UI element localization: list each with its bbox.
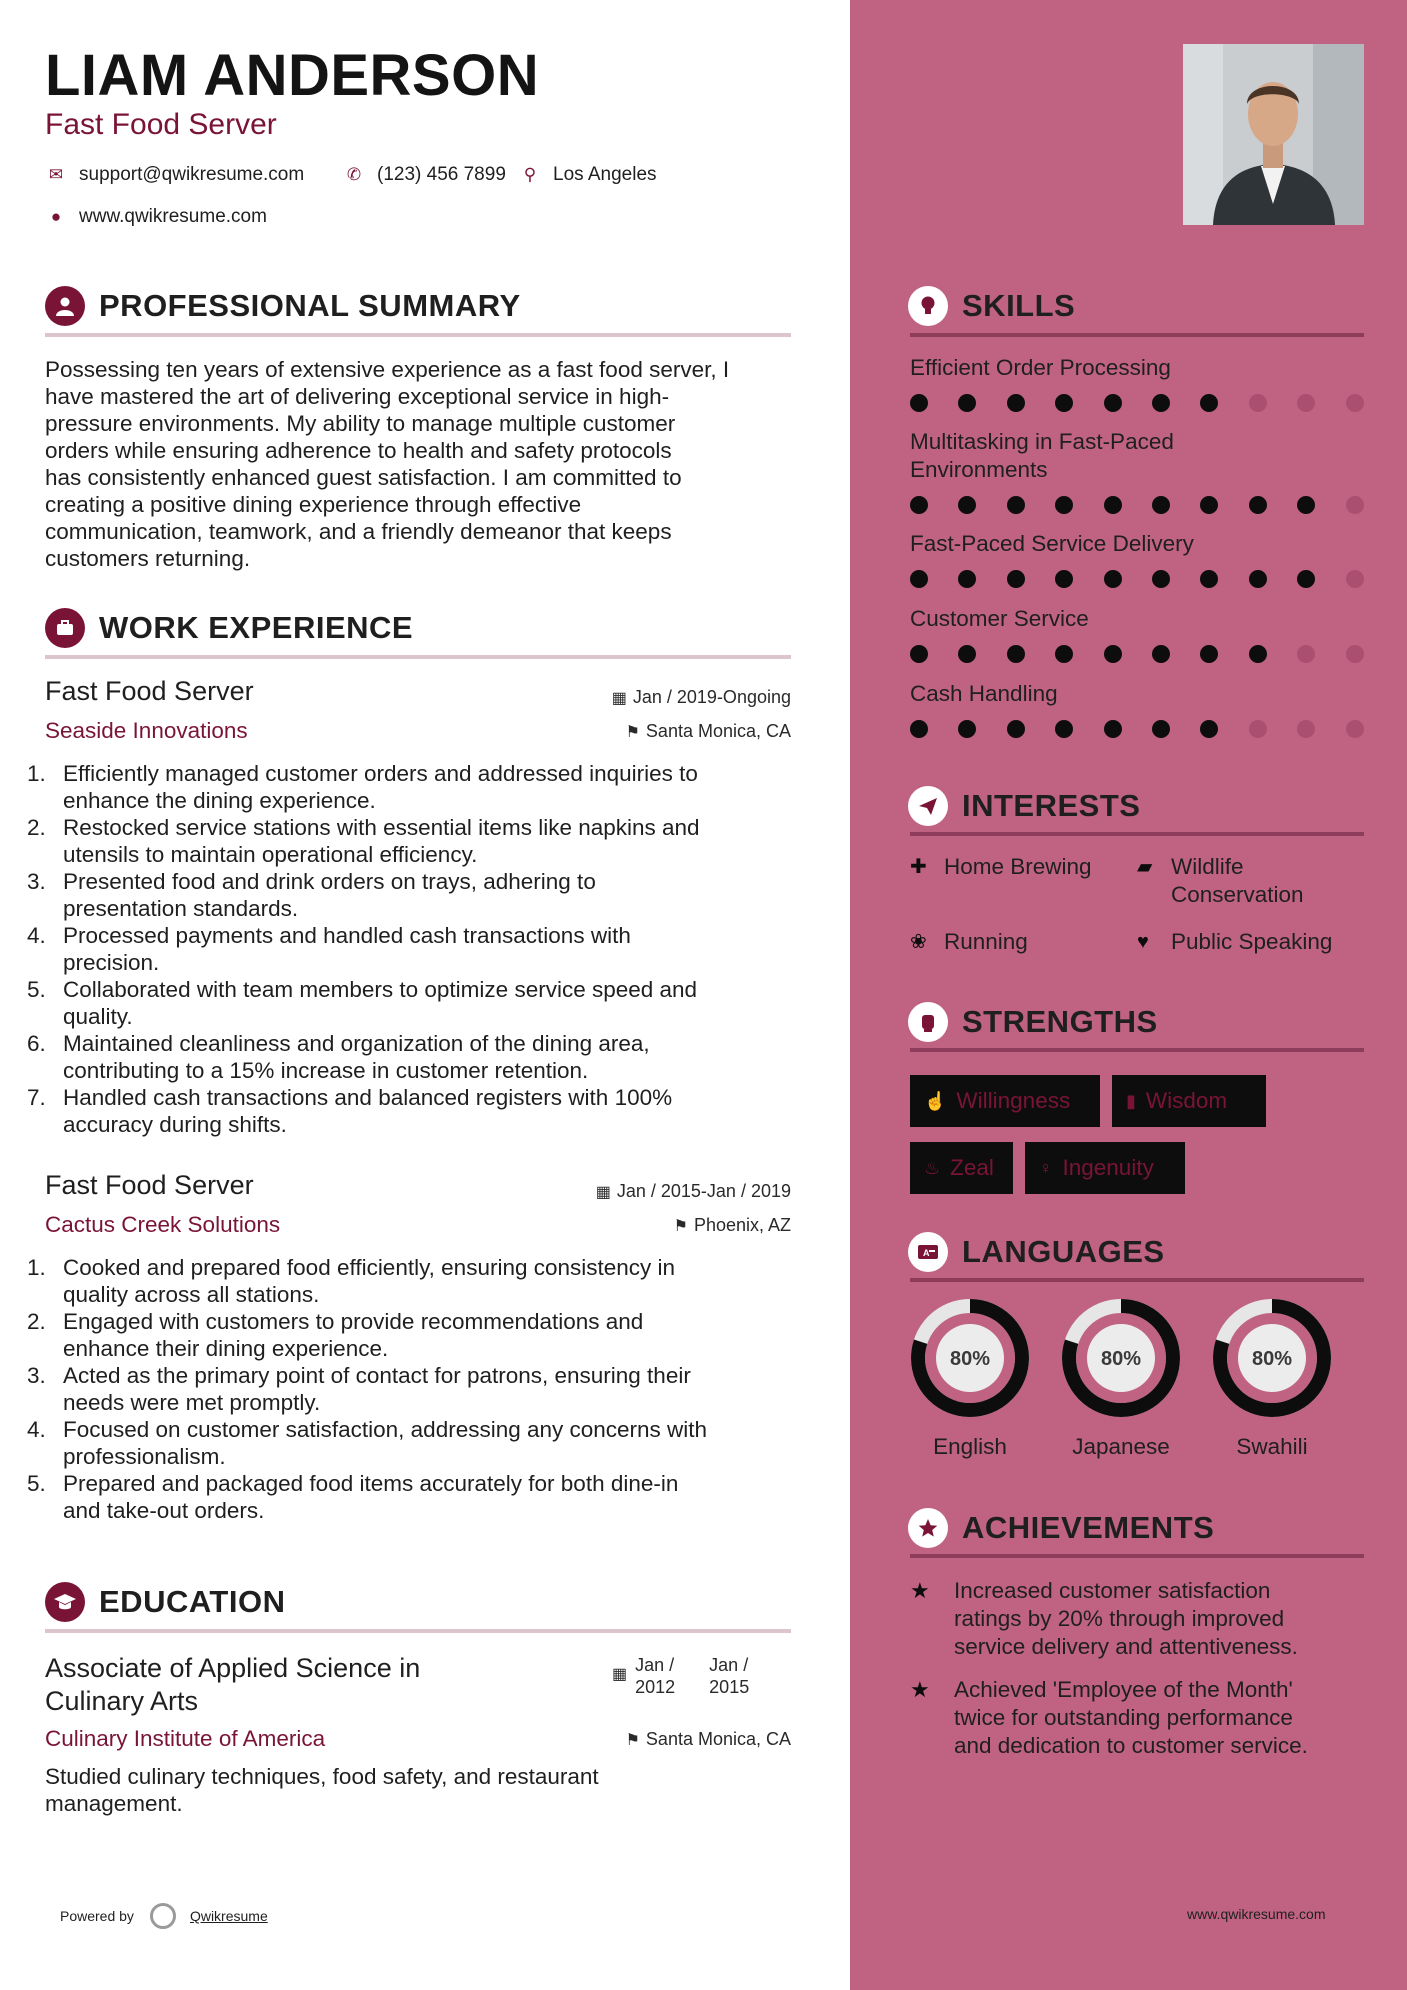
education-title: EDUCATION (99, 1584, 286, 1619)
rating-dot-filled (1249, 645, 1267, 663)
achievements-title: ACHIEVEMENTS (962, 1510, 1215, 1545)
paw-icon: ❀ (910, 931, 927, 953)
interest-item: ❀ Running (910, 929, 1028, 954)
fist-icon (908, 1002, 948, 1042)
interests-divider (910, 832, 1364, 836)
pin-icon: ⚑ (625, 724, 640, 741)
school-name: Culinary Institute of America (45, 1726, 326, 1751)
skills-divider (910, 333, 1364, 337)
rating-dot-filled (1249, 570, 1267, 588)
interest-item: ✚ Home Brewing (910, 854, 1092, 879)
education-start: Jan / 2012 (635, 1655, 676, 1697)
experience-heading (45, 608, 413, 648)
list-item: 6. Maintained cleanliness and organization of the dining area, contributing to a 15% increase in customer retention. (27, 1031, 650, 1083)
job-dates-text: Jan / 2019-Ongoing (632, 687, 791, 707)
book-icon: ▮ (1126, 1090, 1136, 1111)
achievements-divider (910, 1554, 1364, 1558)
profile-photo (1183, 44, 1364, 225)
summary-line: creating a positive dining experience through effective (45, 492, 582, 517)
strengths-heading (908, 1002, 1158, 1042)
skill-label: Multitasking in Fast-Paced Environments (910, 429, 1174, 482)
job-dates-text: Jan / 2015-Jan / 2019 (616, 1181, 791, 1201)
user-icon (45, 286, 85, 326)
rating-dot-filled (1104, 645, 1122, 663)
job-dates (540, 1181, 791, 1202)
skill-label: Fast-Paced Service Delivery (910, 531, 1194, 556)
achievements-heading (908, 1508, 1214, 1548)
calendar-icon: ▦ (612, 1666, 628, 1683)
rating-dot-filled (958, 645, 976, 663)
interest-item: ▰ Wildlife Conservation (1137, 854, 1304, 907)
phone-icon: ✆ (346, 165, 362, 184)
footer-website[interactable]: www.qwikresume.com (1187, 1906, 1326, 1922)
rating-dot-filled (910, 645, 928, 663)
languages-title: LANGUAGES (962, 1234, 1165, 1269)
rating-dot-filled (1297, 570, 1315, 588)
rating-dot-filled (1007, 645, 1025, 663)
job-company: Cactus Creek Solutions (45, 1212, 281, 1237)
list-item: 4. Processed payments and handled cash transactions with precision. (27, 923, 631, 975)
rating-dot-empty (1297, 645, 1315, 663)
skill-rating (910, 570, 1394, 588)
envelope-icon: ✉ (48, 165, 64, 184)
job-title: Fast Food Server (45, 676, 254, 706)
rating-dot-filled (1152, 394, 1170, 412)
summary-heading (45, 286, 521, 326)
skill-rating (910, 394, 1394, 412)
globe-icon: ● (50, 207, 62, 226)
phone-contact (343, 164, 506, 186)
education-dates (612, 1654, 749, 1698)
rating-dot-filled (1055, 570, 1073, 588)
education-heading (45, 1582, 285, 1622)
skill-label: Efficient Order Processing (910, 355, 1171, 380)
degree-line: Associate of Applied Science in (45, 1653, 421, 1683)
rating-dot-filled (1055, 645, 1073, 663)
rating-dot-filled (1104, 570, 1122, 588)
rating-dot-filled (1055, 394, 1073, 412)
achievement-item: ★ Increased customer satisfaction ratings by 20% through improved service delivery and attentiveness. (910, 1578, 1298, 1659)
email-contact[interactable] (45, 164, 304, 186)
briefcase-icon (45, 608, 85, 648)
skills-heading (908, 286, 1075, 326)
job-location (560, 1215, 791, 1236)
interest-item: ♥ Public Speaking (1137, 929, 1333, 954)
skill-label: Cash Handling (910, 681, 1058, 706)
fire-icon: ♨ (924, 1157, 941, 1178)
list-item: 1. Efficiently managed customer orders and addressed inquiries to enhance the dining experience. (27, 761, 698, 813)
rating-dot-empty (1297, 394, 1315, 412)
phone-text: (123) 456 7899 (377, 164, 506, 185)
rating-dot-filled (958, 570, 976, 588)
puzzle-icon: ✚ (910, 856, 927, 878)
summary-line: pressure environments. My ability to manage multiple customer (45, 411, 676, 436)
website-contact[interactable] (45, 206, 267, 228)
rating-dot-filled (1104, 496, 1122, 514)
donut-percent-label: 80% (1251, 1348, 1293, 1370)
list-item: 5. Prepared and packaged food items accurately for both dine-in and take-out orders. (27, 1471, 679, 1523)
skill-rating (910, 645, 1394, 663)
summary-title: PROFESSIONAL SUMMARY (99, 288, 521, 323)
rating-dot-filled (910, 394, 928, 412)
summary-line: communication, teamwork, and a friendly demeanor that keeps (45, 519, 672, 544)
experience-title: WORK EXPERIENCE (99, 610, 414, 645)
donut-percent-label: 80% (949, 1348, 991, 1370)
lightbulb-icon: ♀ (1039, 1157, 1053, 1178)
rating-dot-filled (1055, 720, 1073, 738)
rating-dot-empty (1346, 645, 1364, 663)
language-name: Japanese (1072, 1434, 1170, 1459)
rating-dot-filled (1104, 720, 1122, 738)
skills-title: SKILLS (962, 288, 1076, 323)
candidate-name: LIAM ANDERSON (45, 43, 540, 108)
summary-line: Possessing ten years of extensive experience as a fast food server, I (45, 357, 730, 382)
rating-dot-filled (1200, 570, 1218, 588)
rating-dot-filled (1200, 645, 1218, 663)
strengths-divider (910, 1048, 1364, 1052)
language-icon (908, 1232, 948, 1272)
star-icon (908, 1508, 948, 1548)
interests-heading (908, 786, 1140, 826)
graduation-cap-icon (45, 1582, 85, 1622)
languages-heading (908, 1232, 1165, 1272)
language-name: English (933, 1434, 1007, 1459)
pin-icon: ⚑ (673, 1218, 688, 1235)
rating-dot-filled (910, 570, 928, 588)
summary-line: customers returning. (45, 546, 251, 571)
rating-dot-filled (958, 394, 976, 412)
list-item: 2. Engaged with customers to provide recommendations and enhance their dining experience. (27, 1309, 644, 1361)
rating-dot-empty (1346, 496, 1364, 514)
job-dates (560, 687, 791, 708)
powered-by-text: Powered by (60, 1908, 134, 1924)
summary-text (45, 356, 805, 572)
education-location-text: Santa Monica, CA (645, 1729, 791, 1749)
location-text: Los Angeles (553, 164, 657, 185)
interests-title: INTERESTS (962, 788, 1141, 823)
rating-dot-filled (1152, 645, 1170, 663)
job-title: Fast Food Server (45, 1170, 254, 1200)
job-company: Seaside Innovations (45, 718, 248, 743)
strength-tag: ♀ Ingenuity (1025, 1142, 1185, 1194)
powered-by (60, 1903, 268, 1929)
education-divider (45, 1629, 791, 1633)
rating-dot-filled (1297, 496, 1315, 514)
location-contact (519, 164, 657, 186)
summary-line: have mastered the art of delivering exceptional service in high- (45, 384, 670, 409)
language-name: Swahili (1236, 1434, 1308, 1459)
degree-line: Culinary Arts (45, 1686, 199, 1716)
rating-dot-empty (1346, 394, 1364, 412)
rating-dot-filled (1152, 720, 1170, 738)
rating-dot-filled (1007, 496, 1025, 514)
heartbeat-icon: ♥ (1137, 931, 1149, 953)
list-item: 5. Collaborated with team members to optimize service speed and quality. (27, 977, 698, 1029)
job-location-text: Phoenix, AZ (693, 1215, 791, 1235)
language-donut (1212, 1298, 1332, 1418)
rating-dot-filled (910, 496, 928, 514)
job-location (560, 721, 791, 742)
strengths-title: STRENGTHS (962, 1004, 1158, 1039)
rating-dot-empty (1346, 720, 1364, 738)
calendar-icon: ▦ (611, 690, 627, 707)
qwikresume-logo-icon (150, 1903, 176, 1929)
strength-tag: ▮ Wisdom (1112, 1075, 1266, 1127)
calendar-icon: ▦ (595, 1184, 611, 1201)
candidate-role: Fast Food Server (45, 108, 277, 141)
qwikresume-link[interactable]: Qwikresume (189, 1908, 268, 1924)
rating-dot-filled (1152, 496, 1170, 514)
skill-label: Customer Service (910, 606, 1089, 631)
education-description: Studied culinary techniques, food safety, and restaurant management. (45, 1764, 599, 1816)
donut-percent-label: 80% (1100, 1348, 1142, 1370)
education-end: Jan / 2015 (709, 1655, 750, 1697)
list-item: 2. Restocked service stations with essential items like napkins and utensils to maintain operational efficiency. (27, 815, 700, 867)
education-location (560, 1729, 791, 1750)
job-duties (27, 760, 815, 1138)
list-item: 3. Presented food and drink orders on trays, adhering to presentation standards. (27, 869, 596, 921)
email-text: support@qwikresume.com (79, 164, 305, 185)
paper-plane-icon (908, 786, 948, 826)
rating-dot-filled (1200, 720, 1218, 738)
star-icon: ★ (910, 1578, 930, 1603)
strength-tag: ♨ Zeal (910, 1142, 1013, 1194)
lightbulb-icon (908, 286, 948, 326)
languages-divider (910, 1278, 1364, 1282)
rating-dot-filled (1104, 394, 1122, 412)
rating-dot-filled (958, 496, 976, 514)
skill-rating (910, 720, 1394, 738)
rating-dot-empty (1249, 394, 1267, 412)
rating-dot-empty (1346, 570, 1364, 588)
rating-dot-filled (910, 720, 928, 738)
list-item: 4. Focused on customer satisfaction, addressing any concerns with professionalism. (27, 1417, 708, 1469)
job-duties (27, 1254, 815, 1524)
rating-dot-filled (1249, 496, 1267, 514)
map-marker-icon: ⚲ (523, 165, 537, 184)
summary-line: has consistently enhanced guest satisfaction. I am committed to (45, 465, 682, 490)
list-item: 3. Acted as the primary point of contact for patrons, ensuring their needs were met promptly. (27, 1363, 691, 1415)
degree-title (45, 1652, 420, 1718)
experience-divider (45, 655, 791, 659)
list-item: 1. Cooked and prepared food efficiently, ensuring consistency in quality across all stations. (27, 1255, 676, 1307)
rating-dot-filled (958, 720, 976, 738)
rating-dot-filled (1200, 394, 1218, 412)
svg-text:A: A (923, 1248, 930, 1258)
binoculars-icon: ▰ (1137, 856, 1153, 878)
rating-dot-filled (1007, 394, 1025, 412)
rating-dot-filled (1200, 496, 1218, 514)
language-donut (910, 1298, 1030, 1418)
job-location-text: Santa Monica, CA (645, 721, 791, 741)
pin-icon: ⚑ (625, 1732, 640, 1749)
rating-dot-filled (1007, 720, 1025, 738)
summary-line: orders while ensuring adherence to health and safety protocols (45, 438, 672, 463)
achievement-item: ★ Achieved 'Employee of the Month' twice for outstanding performance and dedication to customer service. (910, 1677, 1308, 1758)
website-text: www.qwikresume.com (79, 206, 267, 227)
list-item: 7. Handled cash transactions and balanced registers with 100% accuracy during shifts. (27, 1085, 673, 1137)
summary-divider (45, 333, 791, 337)
strength-tag: ☝ Willingness (910, 1075, 1100, 1127)
skill-rating (910, 496, 1394, 514)
star-icon: ★ (910, 1677, 930, 1702)
rating-dot-empty (1297, 720, 1315, 738)
thumbs-up-icon: ☝ (924, 1090, 947, 1111)
rating-dot-filled (1007, 570, 1025, 588)
language-donut (1061, 1298, 1181, 1418)
rating-dot-empty (1249, 720, 1267, 738)
rating-dot-filled (1055, 496, 1073, 514)
rating-dot-filled (1152, 570, 1170, 588)
